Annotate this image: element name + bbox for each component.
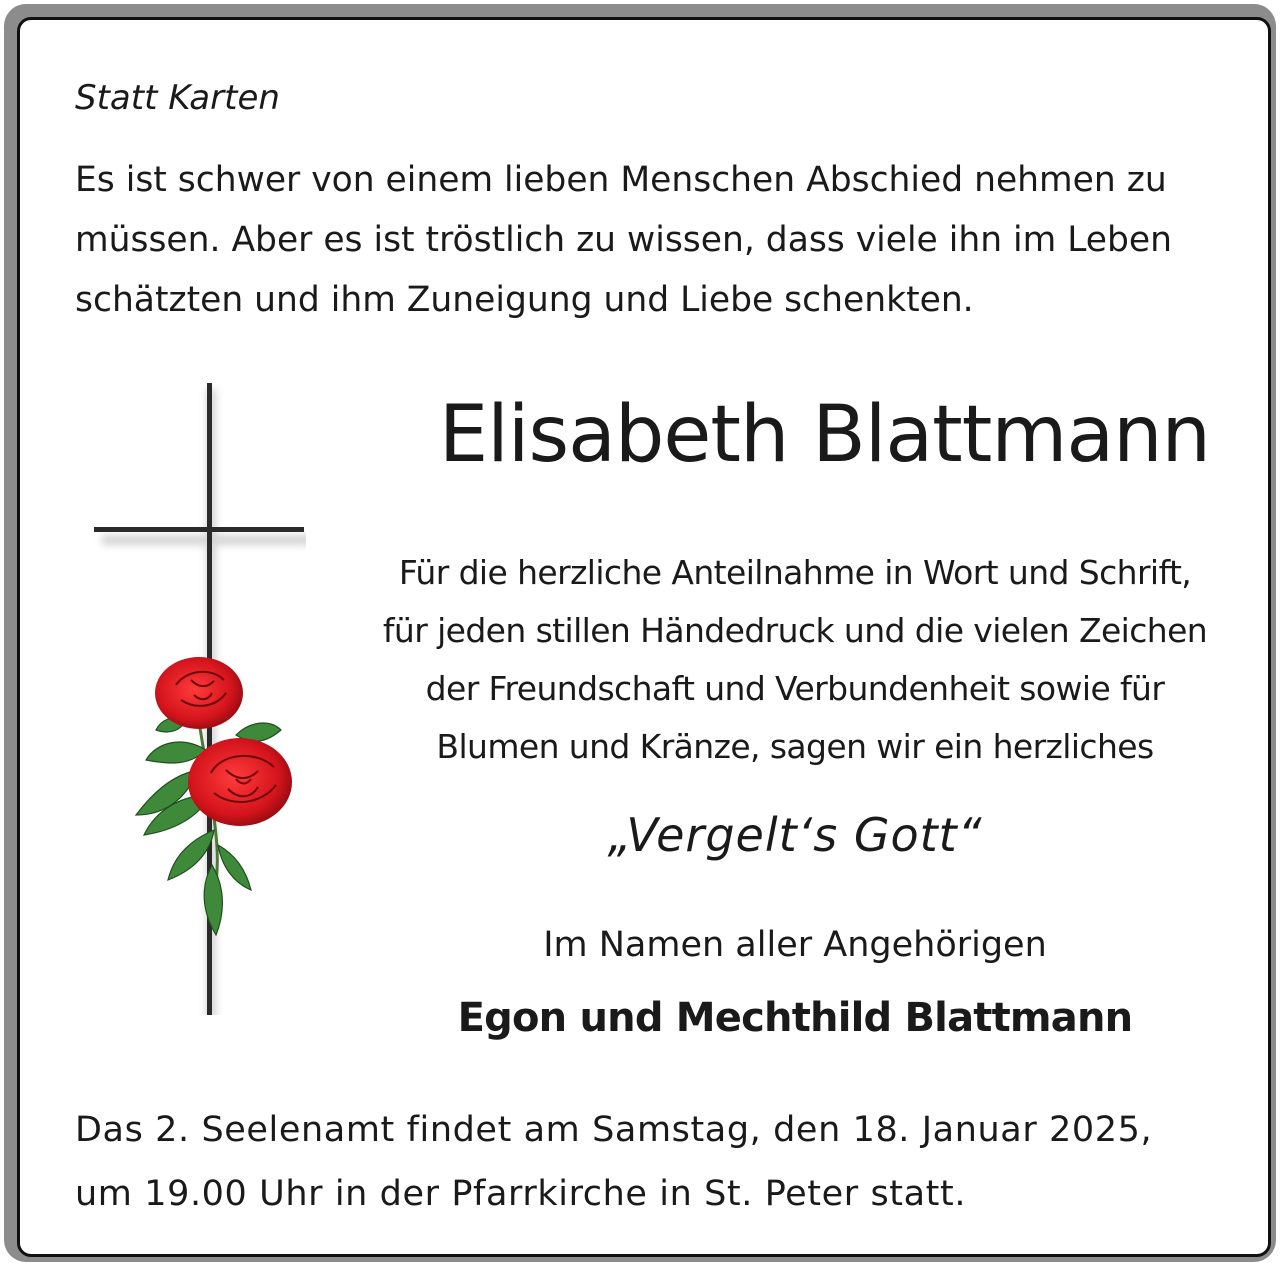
intro-line: müssen. Aber es ist tröstlich zu wissen, dass viele ihn im Leben <box>75 220 1173 260</box>
thanks-text <box>345 544 1245 776</box>
thanks-line: Blumen und Kränze, sagen wir ein herzliches <box>436 727 1154 766</box>
rose-upper <box>155 657 243 729</box>
thanks-line: für jeden stillen Händedruck und die vielen Zeichen <box>382 611 1208 650</box>
thanks-line: Für die herzliche Anteilnahme in Wort und Schrift, <box>398 553 1192 592</box>
thanks-line: der Freundschaft und Verbundenheit sowie für <box>425 669 1165 708</box>
cross-horizontal <box>94 527 304 532</box>
intro-text <box>75 150 1235 330</box>
service-line: um 19.00 Uhr in der Pfarrkirche in St. Peter statt. <box>75 1174 967 1214</box>
rose-lower <box>188 738 292 826</box>
service-info <box>75 1098 1152 1226</box>
signers: Egon und Mechthild Blattmann <box>457 995 1133 1041</box>
notice-frame <box>4 4 1276 1262</box>
blessing: „Vergelt‘s Gott“ <box>607 808 983 862</box>
kicker: Statt Karten <box>75 78 280 118</box>
intro-line: schätzten und ihm Zuneigung und Liebe schenkten. <box>75 280 974 320</box>
intro-line: Es ist schwer von einem lieben Menschen Abschied nehmen zu <box>75 160 1167 200</box>
service-line: Das 2. Seelenamt findet am Samstag, den 18. Januar 2025, <box>75 1110 1153 1150</box>
deceased-name: Elisabeth Blattmann <box>438 390 1210 480</box>
on-behalf-line: Im Namen aller Angehörigen <box>543 925 1047 965</box>
obituary-card <box>17 17 1271 1257</box>
